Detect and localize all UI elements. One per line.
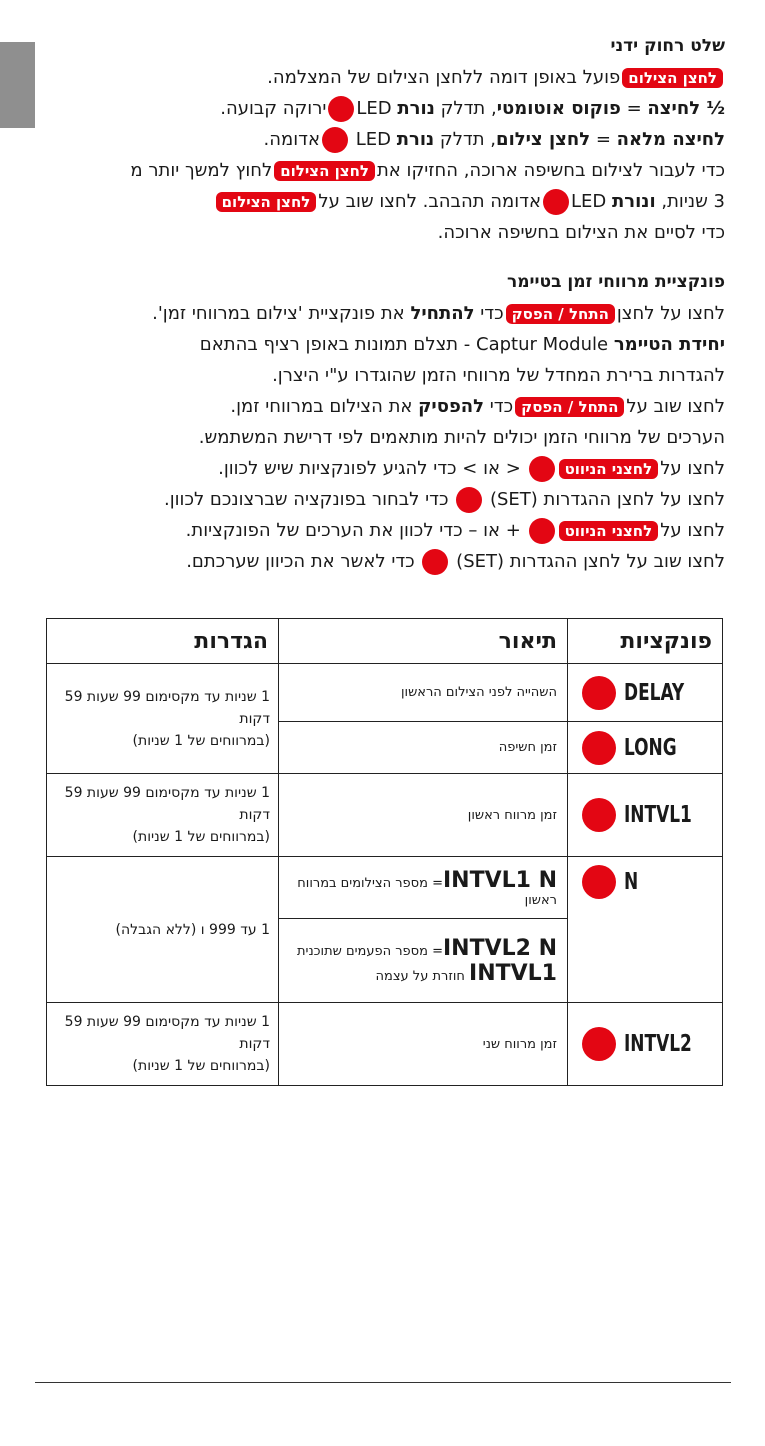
shutter-tag: לחצן הצילום [622,68,723,88]
timer-title: פונקציית מרווחי זמן בטיימר [506,272,725,292]
settings-cell: 1 שניות עד מקסימום 99 שעות 59 דקות (במרווחים של 1 שניות) [47,774,279,857]
led-dot [328,96,354,122]
timer-line8: לחצו עללחצני הניווט + או – כדי לכוון את הערכים של הפונקציות. [40,515,725,546]
desc-cell: INTVL2 N= מספר הפעמים שתוכנית INTVL1 חוזרת על עצמה [279,919,568,1003]
table-row [47,774,723,857]
timer-line3: להגדרות ברירת המחדל של מרווחי הזמן שהוגדרו ע"י היצרן. [272,365,725,386]
timer-line5: הערכים של מרווחי הזמן יכולים להיות מותאמים לפי דרישת המשתמש. [198,427,725,448]
timer-line9: לחצו שוב על לחצן ההגדרות (SET) כדי לאשר את הכיוון שערכתם. [40,546,725,577]
desc-cell: השהייה לפני הצילום הראשון [279,664,568,722]
start-stop-tag: התחל / הפסק [506,304,615,324]
desc-cell: INTVL1 N= מספר הצילומים במרווח ראשון [279,857,568,919]
function-dot [582,676,616,710]
desc-cell: זמן חשיפה [279,722,568,774]
remote-line5: 3 שניות, ונורת LEDאדומה תהבהב. לחצו שוב עללחצן הצילום [40,186,725,217]
settings-cell: 1 עד 999 ו (ללא הגבלה) [47,857,279,1003]
remote-line6: כדי לסיים את הצילום בחשיפה ארוכה. [437,222,725,243]
side-tab [0,42,35,128]
table-row [47,857,723,919]
nav-tag: לחצני הניווט [559,459,659,479]
function-dot [582,865,616,899]
remote-line4: כדי לעבור לצילום בחשיפה ארוכה, החזיקו אתלחצן הצילוםלחוץ למשך יותר מ [130,160,725,181]
func-cell: DELAY [568,664,723,722]
shutter-tag: לחצן הצילום [216,192,317,212]
led-dot [543,189,569,215]
header-func: פונקציות [568,619,723,664]
remote-line1: לחצן הצילוםפועל באופן דומה ללחצן הצילום של המצלמה. [40,62,725,93]
timer-line7: לחצו על לחצן ההגדרות (SET) כדי לבחור בפונקציה שברצונכם לכוון. [40,484,725,515]
remote-line3: לחיצה מלאה = לחצן צילום, תדלק נורת LED אדומה. [40,124,725,155]
function-dot [582,731,616,765]
function-dot [582,798,616,832]
button-dot [529,518,555,544]
table-row [47,664,723,722]
functions-table [46,618,723,1086]
func-cell: INTVL2 [568,1003,723,1086]
func-cell: N [568,857,723,1003]
timer-line2: יחידת הטיימר Captur Module - תצלם תמונות באופן רציף בהתאם [199,334,725,355]
settings-cell: 1 שניות עד מקסימום 99 שעות 59 דקות (במרווחים של 1 שניות) [47,1003,279,1086]
remote-line2: ½ לחיצה = פוקוס אוטומטי, תדלק נורת LEDירוקה קבועה. [40,93,725,124]
timer-line6: לחצו עללחצני הניווט < או > כדי להגיע לפונקציות שיש לכוון. [40,453,725,484]
footer-divider [35,1382,731,1383]
led-dot [322,127,348,153]
settings-cell: 1 שניות עד מקסימום 99 שעות 59 דקות (במרווחים של 1 שניות) [47,664,279,774]
desc-cell: זמן מרווח ראשון [279,774,568,857]
function-dot [582,1027,616,1061]
start-stop-tag: התחל / הפסק [515,397,624,417]
timer-line1: לחצו על לחצןהתחל / הפסקכדי להתחיל את פונקציית 'צילום במרווחי זמן'. [152,303,725,324]
button-dot [529,456,555,482]
header-settings: הגדרות [47,619,279,664]
header-desc: תיאור [279,619,568,664]
nav-tag: לחצני הניווט [559,521,659,541]
shutter-tag: לחצן הצילום [274,161,375,181]
desc-cell: זמן מרווח שני [279,1003,568,1086]
func-cell: LONG [568,722,723,774]
table-row [47,1003,723,1086]
button-dot [422,549,448,575]
timer-line4: לחצו שוב עלהתחל / הפסקכדי להפסיק את הצילום במרווחי זמן. [230,396,725,417]
func-cell: INTVL1 [568,774,723,857]
content [40,36,725,577]
remote-title: שלט רחוק ידני [610,36,725,56]
table-header-row [47,619,723,664]
button-dot [456,487,482,513]
